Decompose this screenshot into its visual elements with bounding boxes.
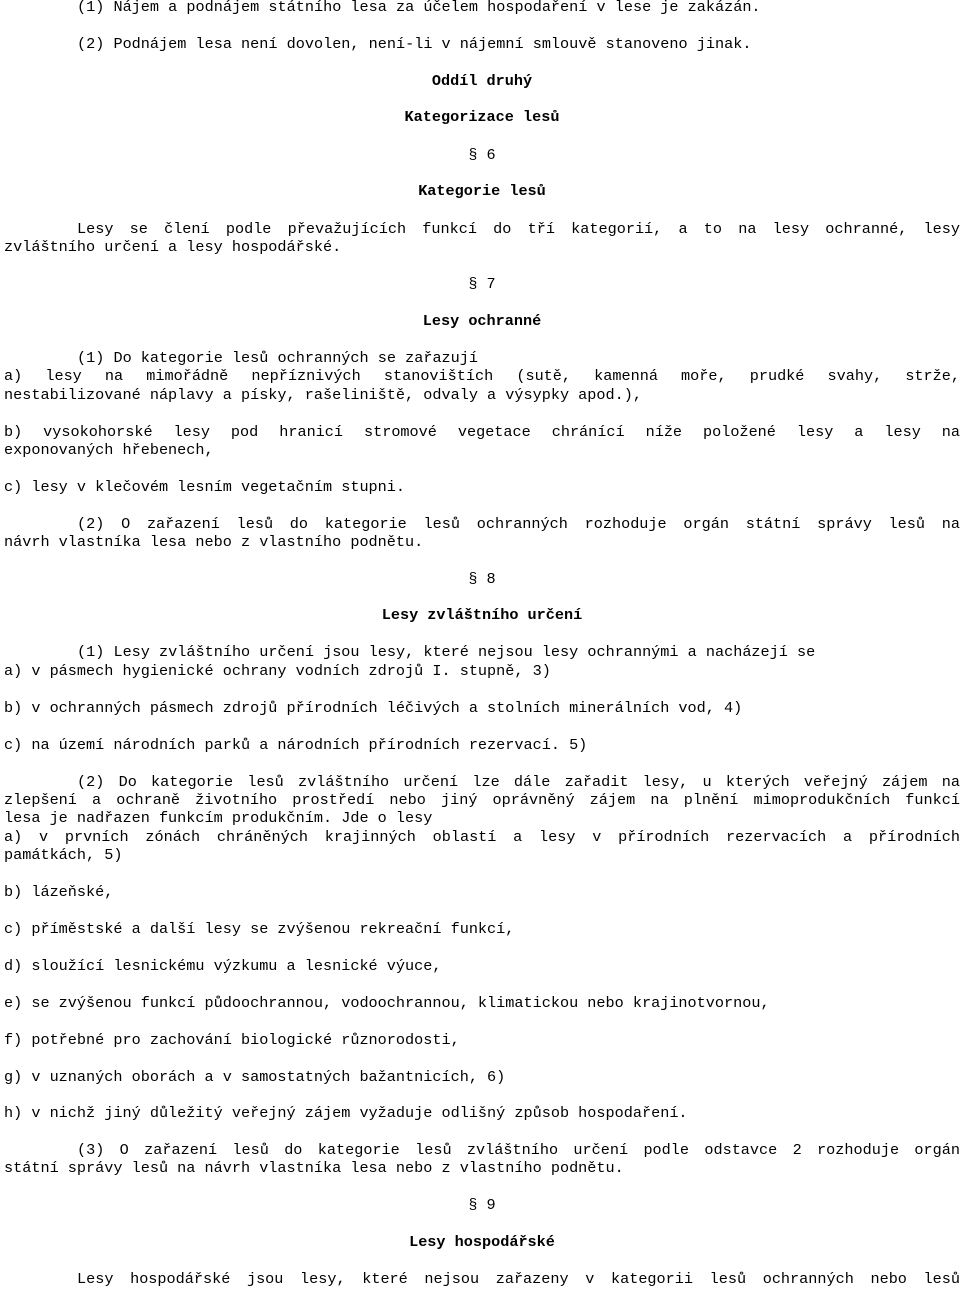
paragraph-line: (2) Do kategorie lesů zvláštního určení lze dále zařadit lesy, u kterých veřejný zájem na xyxy=(77,773,960,791)
section-title: Lesy zvláštního určení xyxy=(381,606,583,624)
paragraph-line: (2) O zařazení lesů do kategorie lesů ochranných rozhoduje orgán státní správy lesů na xyxy=(77,515,960,533)
section-number: § 8 xyxy=(468,570,496,588)
list-item-line: nestabilizované náplavy a písky, rašeliniště, odvaly a výsypky apod.), xyxy=(4,386,642,404)
section-number: § 9 xyxy=(468,1196,496,1214)
list-item-line: c) lesy v klečovém lesním vegetačním stupni. xyxy=(4,478,406,496)
list-item-line: c) na území národních parků a národních přírodních rezervací. 5) xyxy=(4,736,588,754)
chapter-heading: Kategorizace lesů xyxy=(404,108,560,126)
paragraph-line: (1) Do kategorie lesů ochranných se zařazují xyxy=(77,349,479,367)
list-item-line: d) sloužící lesnickému výzkumu a lesnické výuce, xyxy=(4,957,442,975)
list-item-line: a) v pásmech hygienické ochrany vodních zdrojů I. stupně, 3) xyxy=(4,662,551,680)
list-item-line: památkách, 5) xyxy=(4,846,123,864)
paragraph-line: Lesy se člení podle převažujících funkcí do tří kategorií, a to na lesy ochranné, lesy xyxy=(77,220,960,238)
list-item-line: c) příměstské a další lesy se zvýšenou rekreační funkcí, xyxy=(4,920,515,938)
paragraph-line: návrh vlastníka lesa nebo z vlastního podnětu. xyxy=(4,533,424,551)
part-heading: Oddíl druhý xyxy=(431,72,533,90)
paragraph-line: zvláštního určení a lesy hospodářské. xyxy=(4,238,342,256)
list-item-line: b) v ochranných pásmech zdrojů přírodních léčivých a stolních minerálních vod, 4) xyxy=(4,699,743,717)
section-number: § 7 xyxy=(468,275,496,293)
section-title: Lesy ochranné xyxy=(422,312,542,330)
section-number: § 6 xyxy=(468,146,496,164)
list-item-line: f) potřebné pro zachování biologické různorodosti, xyxy=(4,1031,460,1049)
list-item-line: a) lesy na mimořádně nepříznivých stanovištích (sutě, kamenná moře, prudké svahy, strže, xyxy=(4,367,960,385)
section-title: Kategorie lesů xyxy=(418,182,546,200)
list-item-line: b) vysokohorské lesy pod hranicí stromové vegetace chránící níže položené lesy a lesy na xyxy=(4,423,960,441)
list-item-line: a) v prvních zónách chráněných krajinných oblastí a lesy v přírodních rezervacích a přírodních xyxy=(4,828,960,846)
list-item-line: exponovaných hřebenech, xyxy=(4,441,214,459)
paragraph-line: Lesy hospodářské jsou lesy, které nejsou zařazeny v kategorii lesů ochranných nebo lesů xyxy=(77,1270,960,1288)
paragraph-line: lesa je nadřazen funkcím produkčním. Jde o lesy xyxy=(4,809,433,827)
paragraph-line: (1) Nájem a podnájem státního lesa za účelem hospodaření v lese je zakázán. xyxy=(77,0,761,16)
paragraph-line: zlepšení a ochraně životního prostředí nebo jiný oprávněný zájem na plnění mimoprodukčních funkcí xyxy=(4,791,960,809)
section-title: Lesy hospodářské xyxy=(409,1233,555,1251)
paragraph-line: (1) Lesy zvláštního určení jsou lesy, které nejsou lesy ochrannými a nacházejí se xyxy=(77,643,816,661)
list-item-line: g) v uznaných oborách a v samostatných bažantnicích, 6) xyxy=(4,1068,506,1086)
list-item-line: e) se zvýšenou funkcí půdoochrannou, vodoochrannou, klimatickou nebo krajinotvornou, xyxy=(4,994,770,1012)
list-item-line: h) v nichž jiný důležitý veřejný zájem vyžaduje odlišný způsob hospodaření. xyxy=(4,1104,688,1122)
paragraph-line: (2) Podnájem lesa není dovolen, není-li v nájemní smlouvě stanoveno jinak. xyxy=(77,35,752,53)
list-item-line: b) lázeňské, xyxy=(4,883,114,901)
paragraph-line: (3) O zařazení lesů do kategorie lesů zvláštního určení podle odstavce 2 rozhoduje orgán xyxy=(77,1141,960,1159)
paragraph-line: státní správy lesů na návrh vlastníka lesa nebo z vlastního podnětu. xyxy=(4,1159,624,1177)
